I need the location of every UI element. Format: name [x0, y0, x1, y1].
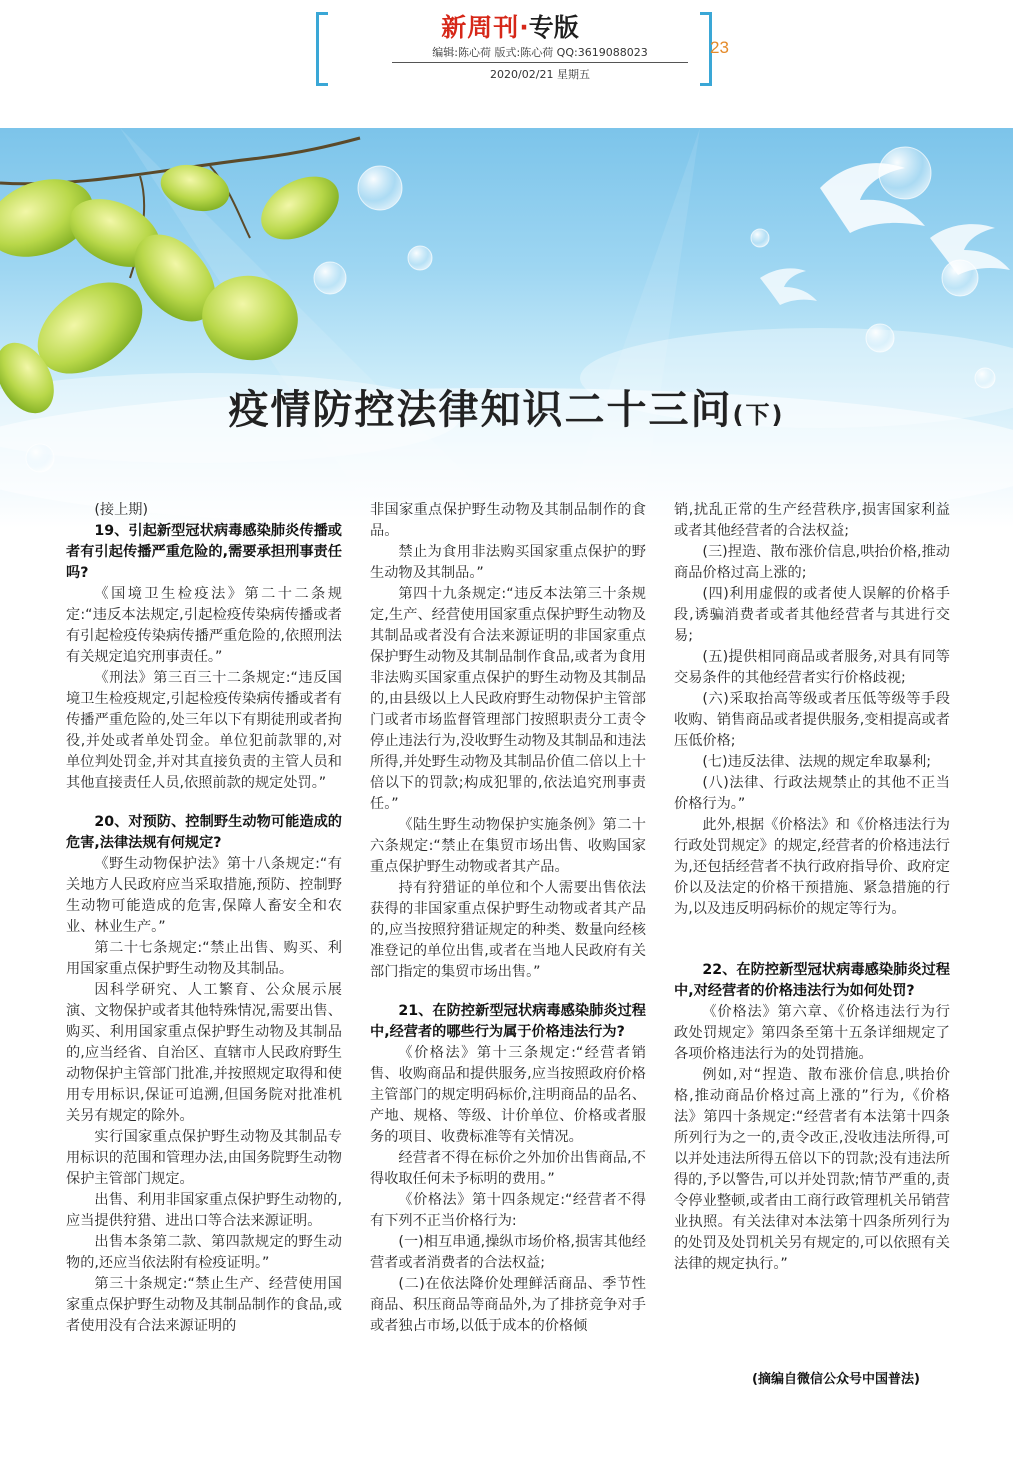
paragraph: (二)在依法降价处理鲜活商品、季节性商品、积压商品等商品外,为了排挤竞争对手或者独占市场,以低于成本的价格倾 [370, 1276, 646, 1334]
banner-illustration [0, 128, 1013, 528]
paragraph: 第二十七条规定:“禁止出售、购买、利用国家重点保护野生动物及其制品。 [66, 940, 342, 977]
paragraph: 因科学研究、人工繁育、公众展示展演、文物保护或者其他特殊情况,需要出售、购买、利用国家重点保护野生动物及其制品的,应当经省、自治区、直辖市人民政府野生动物保护主管部门批准,并按照规定取得和使用专用标识,保证可追溯,但国务院对批准机关另有规定的除外。 [66, 982, 342, 1124]
paragraph: 例如,对“捏造、散布涨价信息,哄抬价格,推动商品价格过高上涨的”行为,《价格法》第四十条规定:“经营者有本法第十四条所列行为之一的,责令改正,没收违法所得,可以并处违法所得五倍以下的罚款;没有违法所得的,予以警告,可以并处罚款;情节严重的,责令停业整顿,或者由工商行政管理机关吊销营业执照。有关法律对本法第十四条所列行为的处罚及处罚机关另有规定的,可以依照有关法律的规定执行。” [674, 1067, 950, 1272]
paragraph: 非国家重点保护野生动物及其制品制作的食品。 [370, 502, 646, 539]
article-column-2 [370, 500, 646, 1337]
paragraph: 此外,根据《价格法》和《价格违法行为行政处罚规定》的规定,经营者的价格违法行为,还包括经营者不执行政府指导价、政府定价以及法定的价格干预措施、紧急措施的行为,以及违反明码标价的规定等行为。 [674, 817, 950, 917]
paragraph: 《国境卫生检疫法》第二十二条规定:“违反本法规定,引起检疫传染病传播或者有引起检疫传染病传播严重危险的,依照刑法有关规定追究刑事责任。” [66, 586, 342, 665]
paragraph: 《价格法》第六章、《价格违法行为行政处罚规定》第四条至第十五条详细规定了各项价格违法行为的处罚措施。 [674, 1004, 950, 1062]
paragraph: (四)利用虚假的或者使人误解的价格手段,诱骗消费者或者其他经营者与其进行交易; [674, 586, 950, 644]
bubble [314, 262, 346, 294]
section-spacer [66, 794, 342, 812]
paragraph: 《陆生野生动物保护实施条例》第二十六条规定:“禁止在集贸市场出售、收购国家重点保护野生动物或者其产品。 [370, 817, 646, 875]
paragraph: 持有狩猎证的单位和个人需要出售依法获得的非国家重点保护野生动物或者其产品的,应当按照狩猎证规定的种类、数量向经核准登记的单位出售,或者在当地人民政府有关部门指定的集贸市场出售。” [370, 880, 646, 980]
section-spacer [370, 983, 646, 1001]
brand-separator: · [519, 13, 529, 42]
article-column-3 [674, 500, 950, 1275]
paragraph: (五)提供相同商品或者服务,对具有同等交易条件的其他经营者实行价格歧视; [674, 649, 950, 686]
paragraph: 出售、利用非国家重点保护野生动物的,应当提供狩猎、进出口等合法来源证明。 [66, 1192, 342, 1229]
paragraph: 出售本条第二款、第四款规定的野生动物的,还应当依法附有检疫证明。” [66, 1234, 342, 1271]
page-number: 23 [710, 38, 729, 57]
question-heading: 20、对预防、控制野生动物可能造成的危害,法律法规有何规定? [66, 814, 342, 851]
paragraph: 第四十九条规定:“违反本法第三十条规定,生产、经营使用国家重点保护野生动物及其制品或者没有合法来源证明的非国家重点保护野生动物及其制品制作食品,或者为食用非法购买国家重点保护的野生动物及其制品的,由县级以上人民政府野生动物保护主管部门或者市场监督管理部门按照职责分工责令停止违法行为,没收野生动物及其制品和违法所得,并处野生动物及其制品价值二倍以上十倍以下的罚款;构成犯罪的,依法追究刑事责任。” [370, 586, 646, 812]
bubble [408, 246, 432, 270]
article-column-1 [66, 500, 342, 1337]
leaf [155, 158, 234, 219]
brand-name: 新周刊 [441, 13, 520, 42]
paragraph: (八)法律、行政法规禁止的其他不正当价格行为。” [674, 775, 950, 812]
question-heading: 22、在防控新型冠状病毒感染肺炎过程中,对经营者的价格违法行为如何处罚? [674, 962, 950, 999]
article-title [0, 378, 1013, 435]
paragraph: 《野生动物保护法》第十八条规定:“有关地方人民政府应当采取措施,预防、控制野生动物可能造成的危害,保障人畜安全和农业、林业生产。” [66, 856, 342, 935]
article-title-suffix: (下) [732, 401, 785, 429]
page-header [0, 0, 1013, 128]
paragraph: (七)违反法律、法规的规定牟取暴利; [702, 754, 932, 770]
paragraph: (一)相互串通,操纵市场价格,损害其他经营者或者消费者的合法权益; [370, 1234, 646, 1271]
question-heading: 19、引起新型冠状病毒感染肺炎传播或者有引起传播严重危险的,需要承担刑事责任吗? [66, 523, 342, 581]
paragraph: 禁止为食用非法购买国家重点保护的野生动物及其制品。” [370, 544, 646, 581]
paragraph: 《价格法》第十四条规定:“经营者不得有下列不正当价格行为: [370, 1192, 646, 1229]
dove-icon [760, 268, 817, 305]
paragraph: 《刑法》第三百三十二条规定:“违反国境卫生检疫规定,引起检疫传染病传播或者有传播严重危险的,处三年以下有期徒刑或者拘役,并处或者单处罚金。单位犯前款罪的,对单位判处罚金,并对其直接负责的主管人员和其他直接责任人员,依照前款的规定处罚。” [66, 670, 342, 791]
dove-icon [930, 224, 1010, 275]
article-body [62, 500, 952, 1400]
masthead [330, 8, 690, 44]
section-name: 专版 [528, 13, 579, 42]
leaf [250, 164, 350, 253]
paragraph: 《价格法》第十三条规定:“经营者销售、收购商品和提供服务,应当按照政府价格主管部门的规定明码标价,注明商品的品名、产地、规格、等级、计价单位、价格或者服务的项目、收费标准等有关情况。 [370, 1045, 646, 1145]
paragraph: (接上期) [94, 502, 149, 518]
issue-date: 2020/02/21 星期五 [490, 68, 590, 81]
left-bracket-decoration [316, 12, 328, 86]
paragraph: (六)采取抬高等级或者压低等级等手段收购、销售商品或者提供服务,变相提高或者压低价格; [674, 691, 950, 749]
paragraph: 实行国家重点保护野生动物及其制品专用标识的范围和管理办法,由国务院野生动物保护主管部门规定。 [66, 1129, 342, 1187]
section-spacer [674, 920, 950, 960]
paragraph: (三)捏造、散布涨价信息,哄抬价格,推动商品价格过高上涨的; [674, 544, 950, 581]
question-heading: 21、在防控新型冠状病毒感染肺炎过程中,经营者的哪些行为属于价格违法行为? [370, 1003, 646, 1040]
sky-banner [0, 128, 1013, 528]
editor-credits: 编辑:陈心荷 版式:陈心荷 QQ:3619088023 [392, 44, 688, 63]
bubble [866, 324, 894, 352]
bubble [358, 166, 402, 210]
paragraph: 经营者不得在标价之外加价出售商品,不得收取任何未予标明的费用。” [370, 1150, 646, 1187]
bubble [26, 444, 54, 472]
bubble [751, 229, 769, 247]
paragraph: 第三十条规定:“禁止生产、经营使用国家重点保护野生动物及其制品制作的食品,或者使用没有合法来源证明的 [66, 1276, 342, 1334]
source-attribution: (摘编自微信公众号中国普法) [752, 1372, 920, 1387]
paragraph: 销,扰乱正常的生产经营秩序,损害国家利益或者其他经营者的合法权益; [674, 502, 950, 539]
article-title-main: 疫情防控法律知识二十三问 [228, 387, 733, 433]
